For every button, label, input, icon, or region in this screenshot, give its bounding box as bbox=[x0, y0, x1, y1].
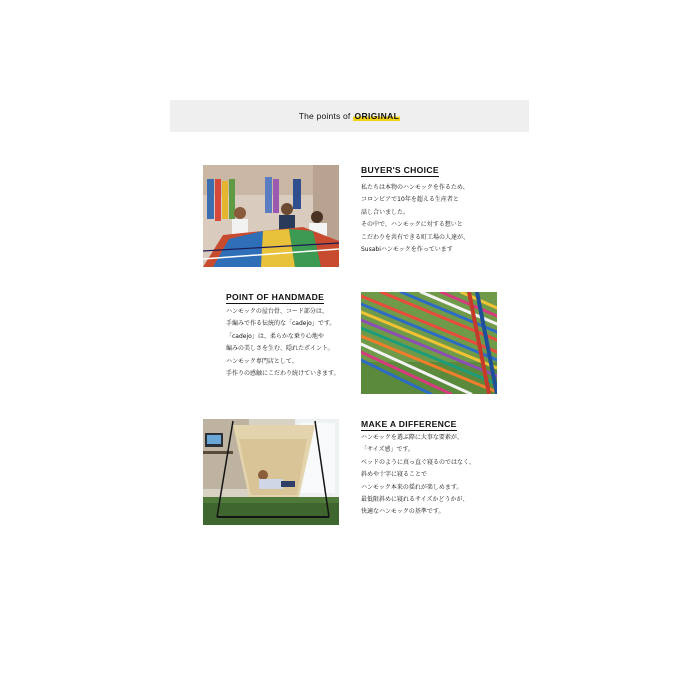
text-line: 最低限斜めに寝れるサイズかどうかが、 bbox=[361, 495, 469, 503]
text-line: ハンモックの屋台骨、コード部分は、 bbox=[226, 308, 328, 315]
photo-woven-cords-closeup bbox=[361, 292, 497, 394]
text-line: 話し合いました。 bbox=[361, 208, 410, 216]
text-line: ハンモック専門店として、 bbox=[226, 357, 298, 365]
text-line: ハンモック本来の揺れが楽しめます。 bbox=[361, 483, 463, 491]
section-text-make-a-difference bbox=[361, 432, 475, 519]
text-line: 編みの美しさを生む、隠れたポイント。 bbox=[226, 345, 334, 353]
banner-accent: ORIGINAL bbox=[354, 111, 400, 121]
text-line: ベッドのように真っ直ぐ寝るのではなく、 bbox=[361, 458, 475, 466]
text-line: 手編みで作る伝統的な「cadejo」です。 bbox=[226, 320, 336, 328]
section-text-point-of-handmade bbox=[226, 306, 340, 380]
text-line: Susabiハンモックを作っています bbox=[361, 245, 453, 253]
photo-man-in-hammock-room bbox=[203, 419, 339, 525]
text-line: ハンモックを選ぶ際に大事な要素が、 bbox=[361, 434, 463, 441]
text-line: 斜めや十字に寝ることで bbox=[361, 471, 428, 479]
photo-makers-with-hammock bbox=[203, 165, 339, 267]
text-line: 快適なハンモックの基準です。 bbox=[361, 508, 445, 516]
page-banner bbox=[170, 100, 529, 132]
text-line: 私たちは本物のハンモックを作るため、 bbox=[361, 184, 469, 191]
text-line: その中で、ハンモックに対する想いと bbox=[361, 221, 463, 229]
text-line: コロンビアで10年を超える生産者と bbox=[361, 196, 459, 204]
text-line: 手作りの感触にこだわり続けていきます。 bbox=[226, 369, 340, 377]
banner-prefix: The points of bbox=[298, 111, 351, 121]
section-text-buyers-choice bbox=[361, 182, 469, 256]
text-line: こだわりを共有できる町工場の人達が、 bbox=[361, 233, 470, 241]
section-heading-buyers-choice: BUYER'S CHOICE bbox=[361, 165, 439, 175]
section-heading-point-of-handmade: POINT OF HANDMADE bbox=[226, 292, 325, 302]
text-line: 「サイズ感」です。 bbox=[361, 446, 415, 454]
text-line: 「cadejo」は、柔らかな乗り心地や bbox=[226, 332, 324, 340]
section-heading-make-a-difference: MAKE A DIFFERENCE bbox=[361, 419, 457, 429]
